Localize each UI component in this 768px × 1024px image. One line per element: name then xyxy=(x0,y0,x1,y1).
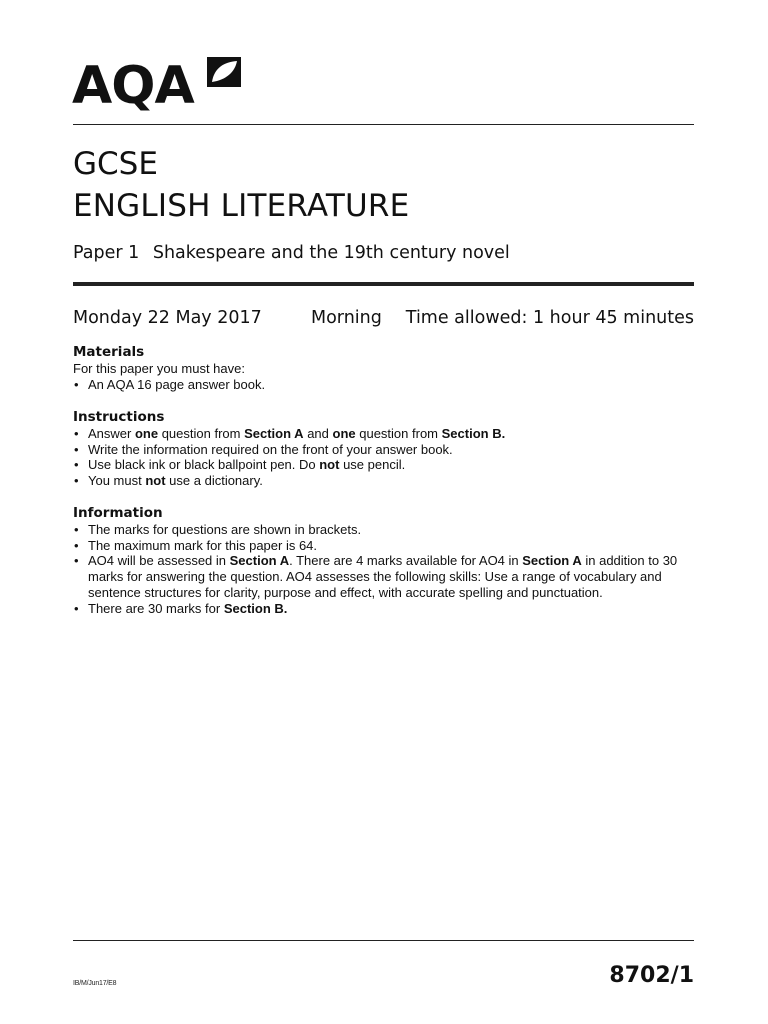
thick-divider xyxy=(73,282,694,286)
materials-heading: Materials xyxy=(73,344,145,360)
paper-line xyxy=(73,242,510,264)
top-divider xyxy=(73,124,694,125)
instructions-heading: Instructions xyxy=(73,409,165,425)
list-item: • The marks for questions are shown in brackets. xyxy=(73,522,694,538)
list-item: • You must not use a dictionary. xyxy=(73,473,694,489)
paper-number: Paper 1 xyxy=(73,243,140,263)
exam-session: Morning xyxy=(311,308,382,328)
list-item: • An AQA 16 page answer book. xyxy=(73,377,694,393)
list-item: • Write the information required on the front of your answer book. xyxy=(73,442,694,458)
materials-section xyxy=(73,344,694,392)
time-allowed: Time allowed: 1 hour 45 minutes xyxy=(405,308,694,328)
instructions-list xyxy=(73,426,694,489)
aqa-logo xyxy=(72,56,242,116)
list-item: • Answer one question from Section A and one question from Section B. xyxy=(73,426,694,442)
list-item: • The maximum mark for this paper is 64. xyxy=(73,538,694,554)
exam-details xyxy=(73,307,694,331)
leaf-icon xyxy=(206,56,242,88)
materials-intro: For this paper you must have: xyxy=(73,361,245,376)
information-section xyxy=(73,505,694,616)
paper-title: Shakespeare and the 19th century novel xyxy=(152,243,510,263)
list-item: • Use black ink or black ballpoint pen. Do not use pencil. xyxy=(73,457,694,473)
information-list xyxy=(73,522,694,616)
logo-text: AQA xyxy=(72,56,194,116)
list-item: • AO4 will be assessed in Section A. There are 4 marks available for AO4 in Section A in addition to 30 marks for answering the question. AO4 assesses the following skills: Use a range of vocabulary and sentence structures for clarity, purpose and effect, with accurate spelling and punctuation. xyxy=(73,553,694,600)
paper-code: 8702/1 xyxy=(609,963,694,988)
information-heading: Information xyxy=(73,505,163,521)
document-reference: IB/M/Jun17/E8 xyxy=(73,980,117,987)
list-item: • There are 30 marks for Section B. xyxy=(73,601,694,617)
subject-title: ENGLISH LITERATURE xyxy=(73,188,410,224)
qualification-title: GCSE xyxy=(73,146,158,182)
bottom-divider xyxy=(73,940,694,941)
materials-list xyxy=(73,377,694,393)
instructions-section xyxy=(73,409,694,489)
exam-date: Monday 22 May 2017 xyxy=(73,308,262,328)
